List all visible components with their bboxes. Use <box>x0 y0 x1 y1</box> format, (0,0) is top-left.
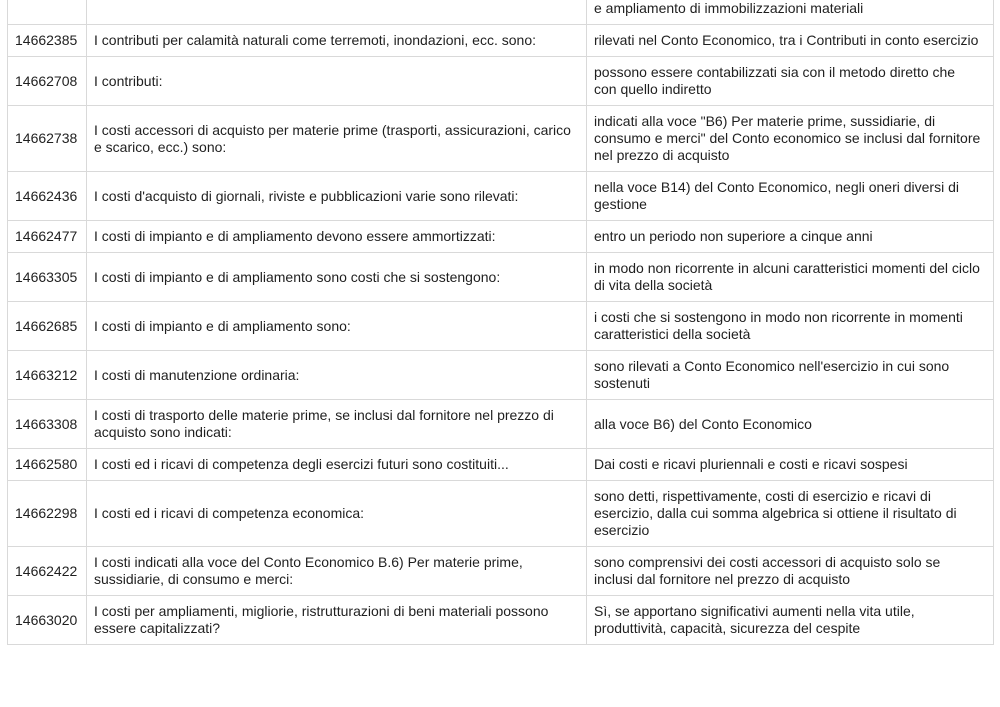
question-text-cell: I costi ed i ricavi di competenza degli esercizi futuri sono costituiti... <box>87 449 587 481</box>
question-text-cell: I costi ed i ricavi di competenza economica: <box>87 481 587 547</box>
answer-text-cell: Sì, se apportano significativi aumenti nella vita utile, produttività, capacità, sicurezza del cespite <box>587 596 994 645</box>
table-row <box>8 449 994 481</box>
question-id-cell: 14662477 <box>8 221 87 253</box>
answer-text-cell: in modo non ricorrente in alcuni caratteristici momenti del ciclo di vita della società <box>587 253 994 302</box>
answer-text-cell: entro un periodo non superiore a cinque anni <box>587 221 994 253</box>
answer-text-cell: i costi che si sostengono in modo non ricorrente in momenti caratteristici della società <box>587 302 994 351</box>
question-id-cell: 14663212 <box>8 351 87 400</box>
question-id-cell: 14662422 <box>8 547 87 596</box>
question-text-cell: I costi di manutenzione ordinaria: <box>87 351 587 400</box>
table-row <box>8 106 994 172</box>
answer-text-cell: Dai costi e ricavi pluriennali e costi e ricavi sospesi <box>587 449 994 481</box>
question-id-cell: 14663308 <box>8 400 87 449</box>
question-text-cell: I costi di impianto e di ampliamento sono: <box>87 302 587 351</box>
question-text-cell <box>87 0 587 25</box>
question-text-cell: I contributi: <box>87 57 587 106</box>
table-row <box>8 57 994 106</box>
question-id-cell: 14663020 <box>8 596 87 645</box>
table-row <box>8 400 994 449</box>
question-id-cell <box>8 0 87 25</box>
qa-table <box>7 0 994 645</box>
question-id-cell: 14663305 <box>8 253 87 302</box>
table-row <box>8 253 994 302</box>
answer-text-cell: possono essere contabilizzati sia con il metodo diretto che con quello indiretto <box>587 57 994 106</box>
question-text-cell: I costi d'acquisto di giornali, riviste e pubblicazioni varie sono rilevati: <box>87 172 587 221</box>
question-answer-sheet <box>7 0 993 645</box>
table-row <box>8 0 994 25</box>
question-text-cell: I costi di impianto e di ampliamento devono essere ammortizzati: <box>87 221 587 253</box>
answer-text-cell: sono rilevati a Conto Economico nell'esercizio in cui sono sostenuti <box>587 351 994 400</box>
question-id-cell: 14662298 <box>8 481 87 547</box>
question-id-cell: 14662708 <box>8 57 87 106</box>
table-row <box>8 596 994 645</box>
question-text-cell: I costi per ampliamenti, migliorie, ristrutturazioni di beni materiali possono essere capitalizzati? <box>87 596 587 645</box>
question-text-cell: I costi accessori di acquisto per materie prime (trasporti, assicurazioni, carico e scarico, ecc.) sono: <box>87 106 587 172</box>
table-row <box>8 481 994 547</box>
question-id-cell: 14662385 <box>8 25 87 57</box>
table-row <box>8 302 994 351</box>
answer-text-cell: sono detti, rispettivamente, costi di esercizio e ricavi di esercizio, dalla cui somma algebrica si ottiene il risultato di esercizio <box>587 481 994 547</box>
question-id-cell: 14662580 <box>8 449 87 481</box>
table-row <box>8 547 994 596</box>
table-row <box>8 221 994 253</box>
answer-text-cell: nella voce B14) del Conto Economico, negli oneri diversi di gestione <box>587 172 994 221</box>
answer-text-cell: sono comprensivi dei costi accessori di acquisto solo se inclusi dal fornitore nel prezzo di acquisto <box>587 547 994 596</box>
table-row <box>8 351 994 400</box>
question-text-cell: I costi indicati alla voce del Conto Economico B.6) Per materie prime, sussidiarie, di consumo e merci: <box>87 547 587 596</box>
answer-text-cell: alla voce B6) del Conto Economico <box>587 400 994 449</box>
answer-text-cell: rilevati nel Conto Economico, tra i Contributi in conto esercizio <box>587 25 994 57</box>
question-text-cell: I contributi per calamità naturali come terremoti, inondazioni, ecc. sono: <box>87 25 587 57</box>
table-row <box>8 25 994 57</box>
question-text-cell: I costi di impianto e di ampliamento sono costi che si sostengono: <box>87 253 587 302</box>
qa-table-body <box>8 0 994 645</box>
question-id-cell: 14662685 <box>8 302 87 351</box>
table-row <box>8 172 994 221</box>
question-text-cell: I costi di trasporto delle materie prime, se inclusi dal fornitore nel prezzo di acquisto sono indicati: <box>87 400 587 449</box>
answer-text-cell: indicati alla voce "B6) Per materie prime, sussidiarie, di consumo e merci" del Conto economico se inclusi dal fornitore nel prezzo di acquisto <box>587 106 994 172</box>
question-id-cell: 14662436 <box>8 172 87 221</box>
question-id-cell: 14662738 <box>8 106 87 172</box>
answer-text-cell: e ampliamento di immobilizzazioni materiali <box>587 0 994 25</box>
